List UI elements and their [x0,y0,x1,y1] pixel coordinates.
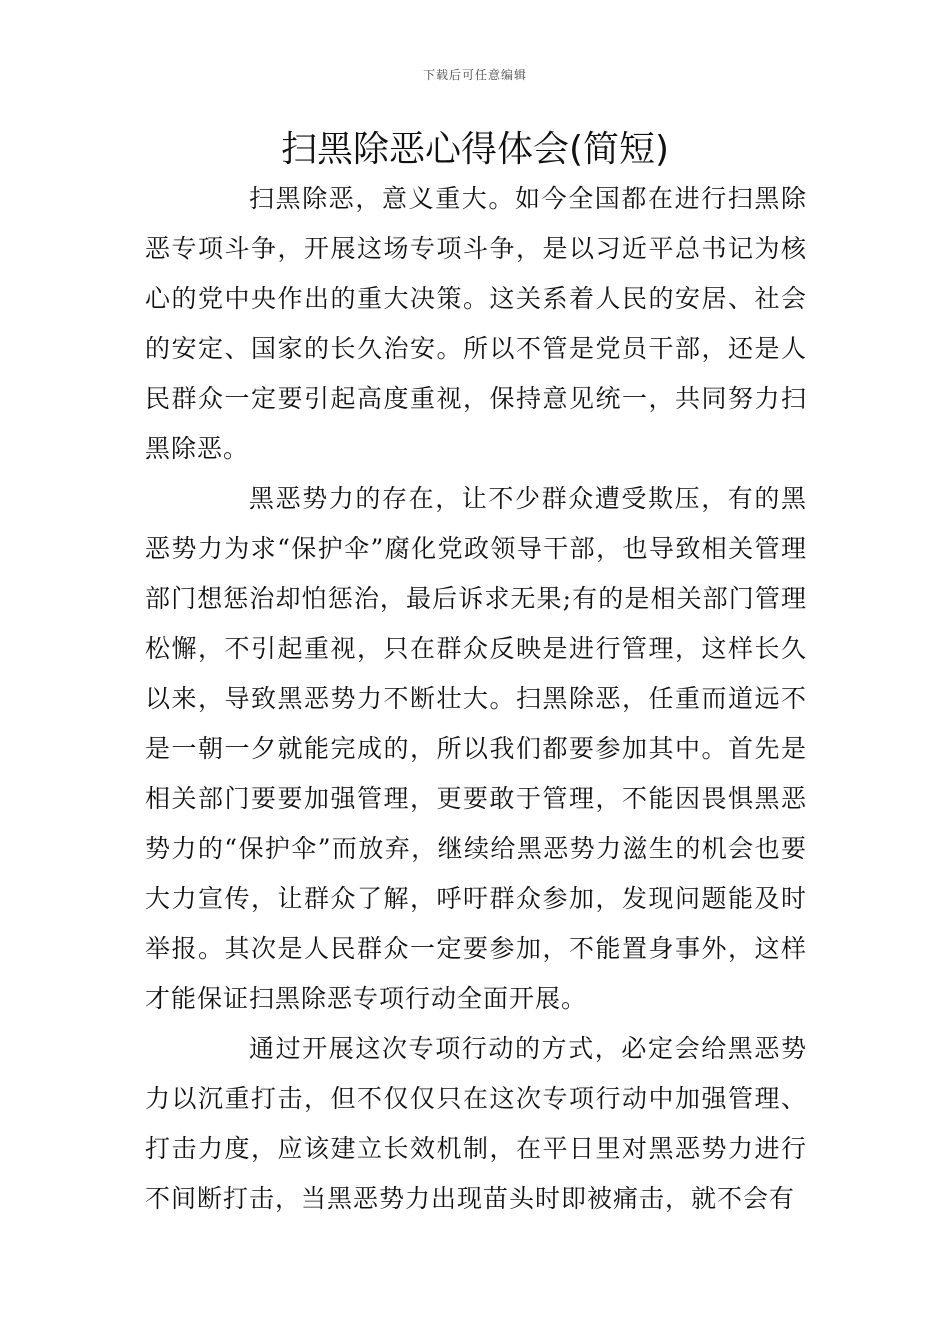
paragraph-2: 黑恶势力的存在，让不少群众遭受欺压，有的黑恶势力为求“保护伞”腐化党政领导干部，也导致相关管理部门想惩治却怕惩治，最后诉求无果;有的是相关部门管理松懈，不引起重视，只在群众反映是进行管理，这样长久以来，导致黑恶势力不断壮大。扫黑除恶，任重而道远不是一朝一夕就能完成的，所以我们都要参加其中。首先是相关部门要要加强管理，更要敢于管理，不能因畏惧黑恶势力的“保护伞”而放弃，继续给黑恶势力滋生的机会也要大力宣传，让群众了解，呼吁群众参加，发现问题能及时举报。其次是人民群众一定要参加，不能置身事外，这样才能保证扫黑除恶专项行动全面开展。 [145,484,807,1013]
header-note: 下载后可任意编辑 [422,68,527,82]
paragraph-1: 扫黑除恶，意义重大。如今全国都在进行扫黑除恶专项斗争，开展这场专项斗争，是以习近平总书记为核心的党中央作出的重大决策。这关系着人民的安居、社会的安定、国家的长久治安。所以不管是党员干部，还是人民群众一定要引起高度重视，保持意见统一，共同努力扫黑除恶。 [145,184,807,463]
document-title: 扫黑除恶心得体会(简短) [280,129,670,170]
paragraph-3: 通过开展这次专项行动的方式，必定会给黑恶势力以沉重打击，但不仅仅只在这次专项行动中加强管理、打击力度，应该建立长效机制，在平日里对黑恶势力进行不间断打击，当黑恶势力出现苗头时即被痛击，就不会有 [145,1034,807,1213]
document-body [145,174,807,1224]
